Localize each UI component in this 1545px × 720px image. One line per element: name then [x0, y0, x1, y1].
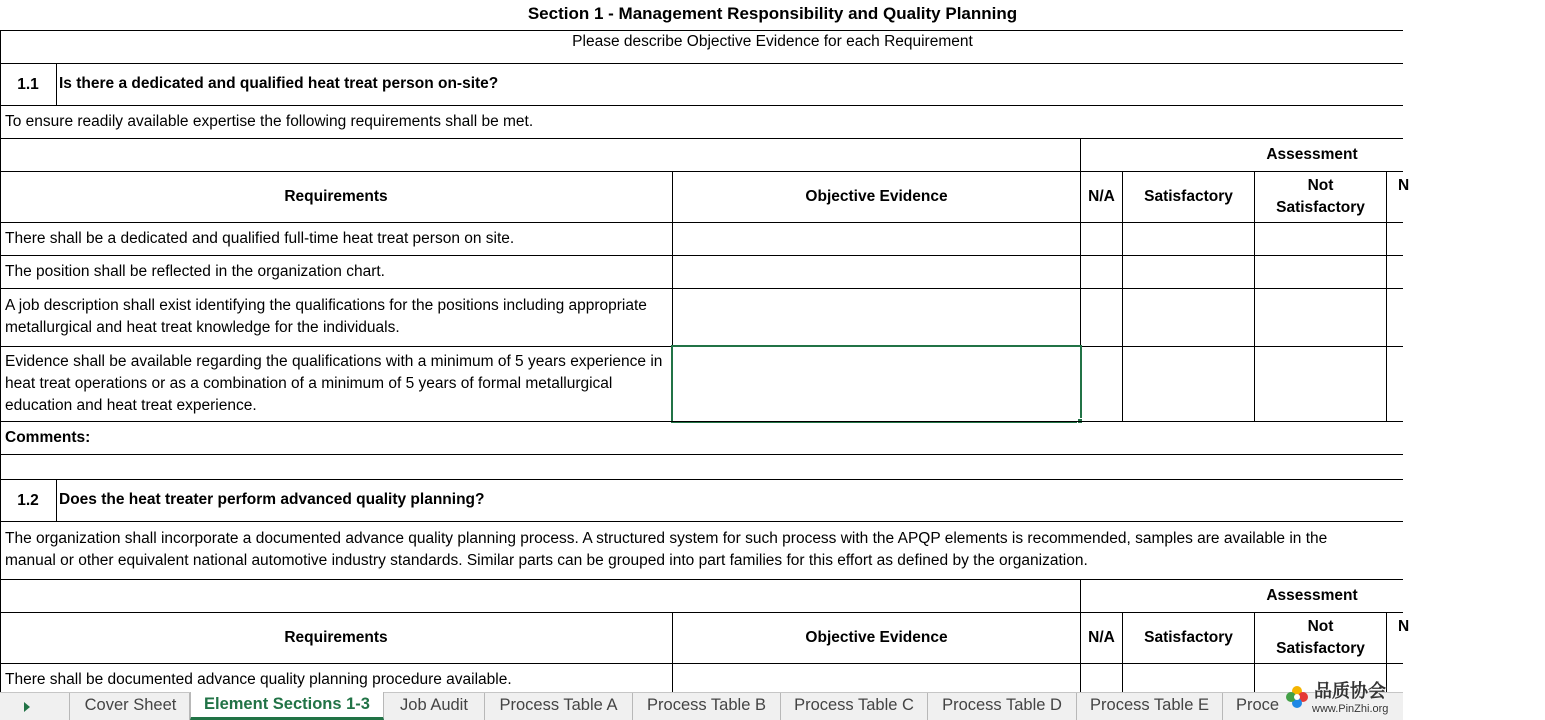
tab-process-table-c[interactable]: Process Table C	[781, 693, 928, 720]
gridline	[0, 222, 1403, 223]
comments-label[interactable]: Comments:	[5, 429, 91, 446]
col-not-satisfactory-line2: Satisfactory	[1276, 640, 1365, 657]
selected-cell[interactable]	[671, 345, 1082, 423]
col-satisfactory[interactable]: Satisfactory	[1144, 629, 1233, 646]
gridline	[0, 479, 1403, 480]
col-satisfactory[interactable]: Satisfactory	[1144, 188, 1233, 205]
col-cut-off[interactable]: N	[1398, 618, 1410, 635]
requirement-intro-line2[interactable]: manual or other equivalent national automotive industry standards. Similar parts can be grouped into part families for this effort as defined by the organization.	[5, 552, 1088, 569]
gridline	[56, 63, 57, 105]
col-not-satisfactory[interactable]	[1255, 616, 1386, 660]
gridline	[1122, 612, 1123, 692]
gridline	[0, 421, 1403, 422]
question-number[interactable]: 1.2	[17, 492, 39, 509]
requirement-row-3[interactable]: A job description shall exist identifying the qualifications for the positions including appropriate metallurgical and heat treat knowledge for the individuals.	[5, 297, 647, 336]
col-objective-evidence[interactable]: Objective Evidence	[805, 188, 948, 205]
scroll-tabs-right-icon[interactable]	[0, 693, 70, 720]
watermark-cn-text: 品质协会	[1314, 681, 1386, 702]
gridline	[1254, 612, 1255, 692]
question-number[interactable]: 1.1	[17, 76, 39, 93]
gridline	[0, 138, 1403, 139]
gridline	[0, 612, 1403, 613]
col-not-satisfactory-line1: Not	[1307, 618, 1334, 635]
gridline	[1386, 171, 1387, 422]
gridline	[0, 663, 1403, 664]
watermark-logo	[1284, 680, 1403, 720]
gridline	[672, 612, 673, 692]
question-text[interactable]: Is there a dedicated and qualified heat treat person on-site?	[59, 75, 499, 92]
question-text[interactable]: Does the heat treater perform advanced quality planning?	[59, 491, 485, 508]
gridline	[0, 454, 1403, 455]
flower-logo-icon	[1284, 684, 1310, 710]
requirement-row-1[interactable]: There shall be a dedicated and qualified full-time heat treat person on site.	[5, 230, 515, 247]
tab-process-table-e[interactable]: Process Table E	[1077, 693, 1223, 720]
requirement-row-4[interactable]: Evidence shall be available regarding the qualifications with a minimum of 5 years experience in heat treat operations or as a combination of a minimum of 5 years of formal metallurgical education and heat treat experience.	[5, 353, 663, 414]
tab-cover-sheet[interactable]: Cover Sheet	[72, 693, 190, 720]
requirement-intro[interactable]: To ensure readily available expertise the following requirements shall be met.	[5, 113, 534, 130]
assessment-header[interactable]: Assessment	[1266, 587, 1358, 604]
tab-process-table-d[interactable]: Process Table D	[928, 693, 1077, 720]
col-not-satisfactory-line1: Not	[1307, 177, 1334, 194]
tab-job-audit[interactable]: Job Audit	[384, 693, 485, 720]
col-requirements[interactable]: Requirements	[284, 629, 388, 646]
requirement-intro-line1[interactable]: The organization shall incorporate a documented advance quality planning process. A structured system for such process with the APQP elements is recommended, samples are available in the	[5, 530, 1328, 547]
gridline	[0, 521, 1403, 522]
requirement-row-2[interactable]: The position shall be reflected in the organization chart.	[5, 263, 385, 280]
gridline	[56, 479, 57, 521]
col-requirements[interactable]: Requirements	[284, 188, 388, 205]
instruction-text[interactable]: Please describe Objective Evidence for each Requirement	[572, 33, 973, 50]
sheet-tab-bar	[0, 692, 1403, 720]
gridline	[0, 171, 1403, 172]
col-na[interactable]: N/A	[1088, 188, 1115, 205]
gridline	[0, 30, 1, 692]
watermark-url-text: www.PinZhi.org	[1312, 703, 1389, 715]
col-objective-evidence[interactable]: Objective Evidence	[805, 629, 948, 646]
tab-process-table-a[interactable]: Process Table A	[485, 693, 633, 720]
gridline	[1254, 171, 1255, 422]
tab-process-table-b[interactable]: Process Table B	[633, 693, 781, 720]
col-na[interactable]: N/A	[1088, 629, 1115, 646]
gridline	[0, 255, 1403, 256]
gridline	[0, 105, 1403, 106]
assessment-header[interactable]: Assessment	[1266, 146, 1358, 163]
gridline	[0, 288, 1403, 289]
col-not-satisfactory-line2: Satisfactory	[1276, 199, 1365, 216]
section-title[interactable]: Section 1 - Management Responsibility and Quality Planning	[527, 4, 1018, 23]
gridline	[1122, 171, 1123, 422]
requirement-row-1[interactable]: There shall be documented advance quality planning procedure available.	[5, 671, 512, 688]
triangle-right-icon	[24, 702, 30, 712]
tab-process-table-cut[interactable]: Proce	[1236, 696, 1280, 714]
gridline	[0, 579, 1403, 580]
gridline	[0, 63, 1403, 64]
col-cut-off[interactable]: N	[1398, 177, 1410, 194]
tab-element-sections[interactable]: Element Sections 1-3	[190, 692, 384, 720]
col-not-satisfactory[interactable]	[1255, 175, 1386, 219]
